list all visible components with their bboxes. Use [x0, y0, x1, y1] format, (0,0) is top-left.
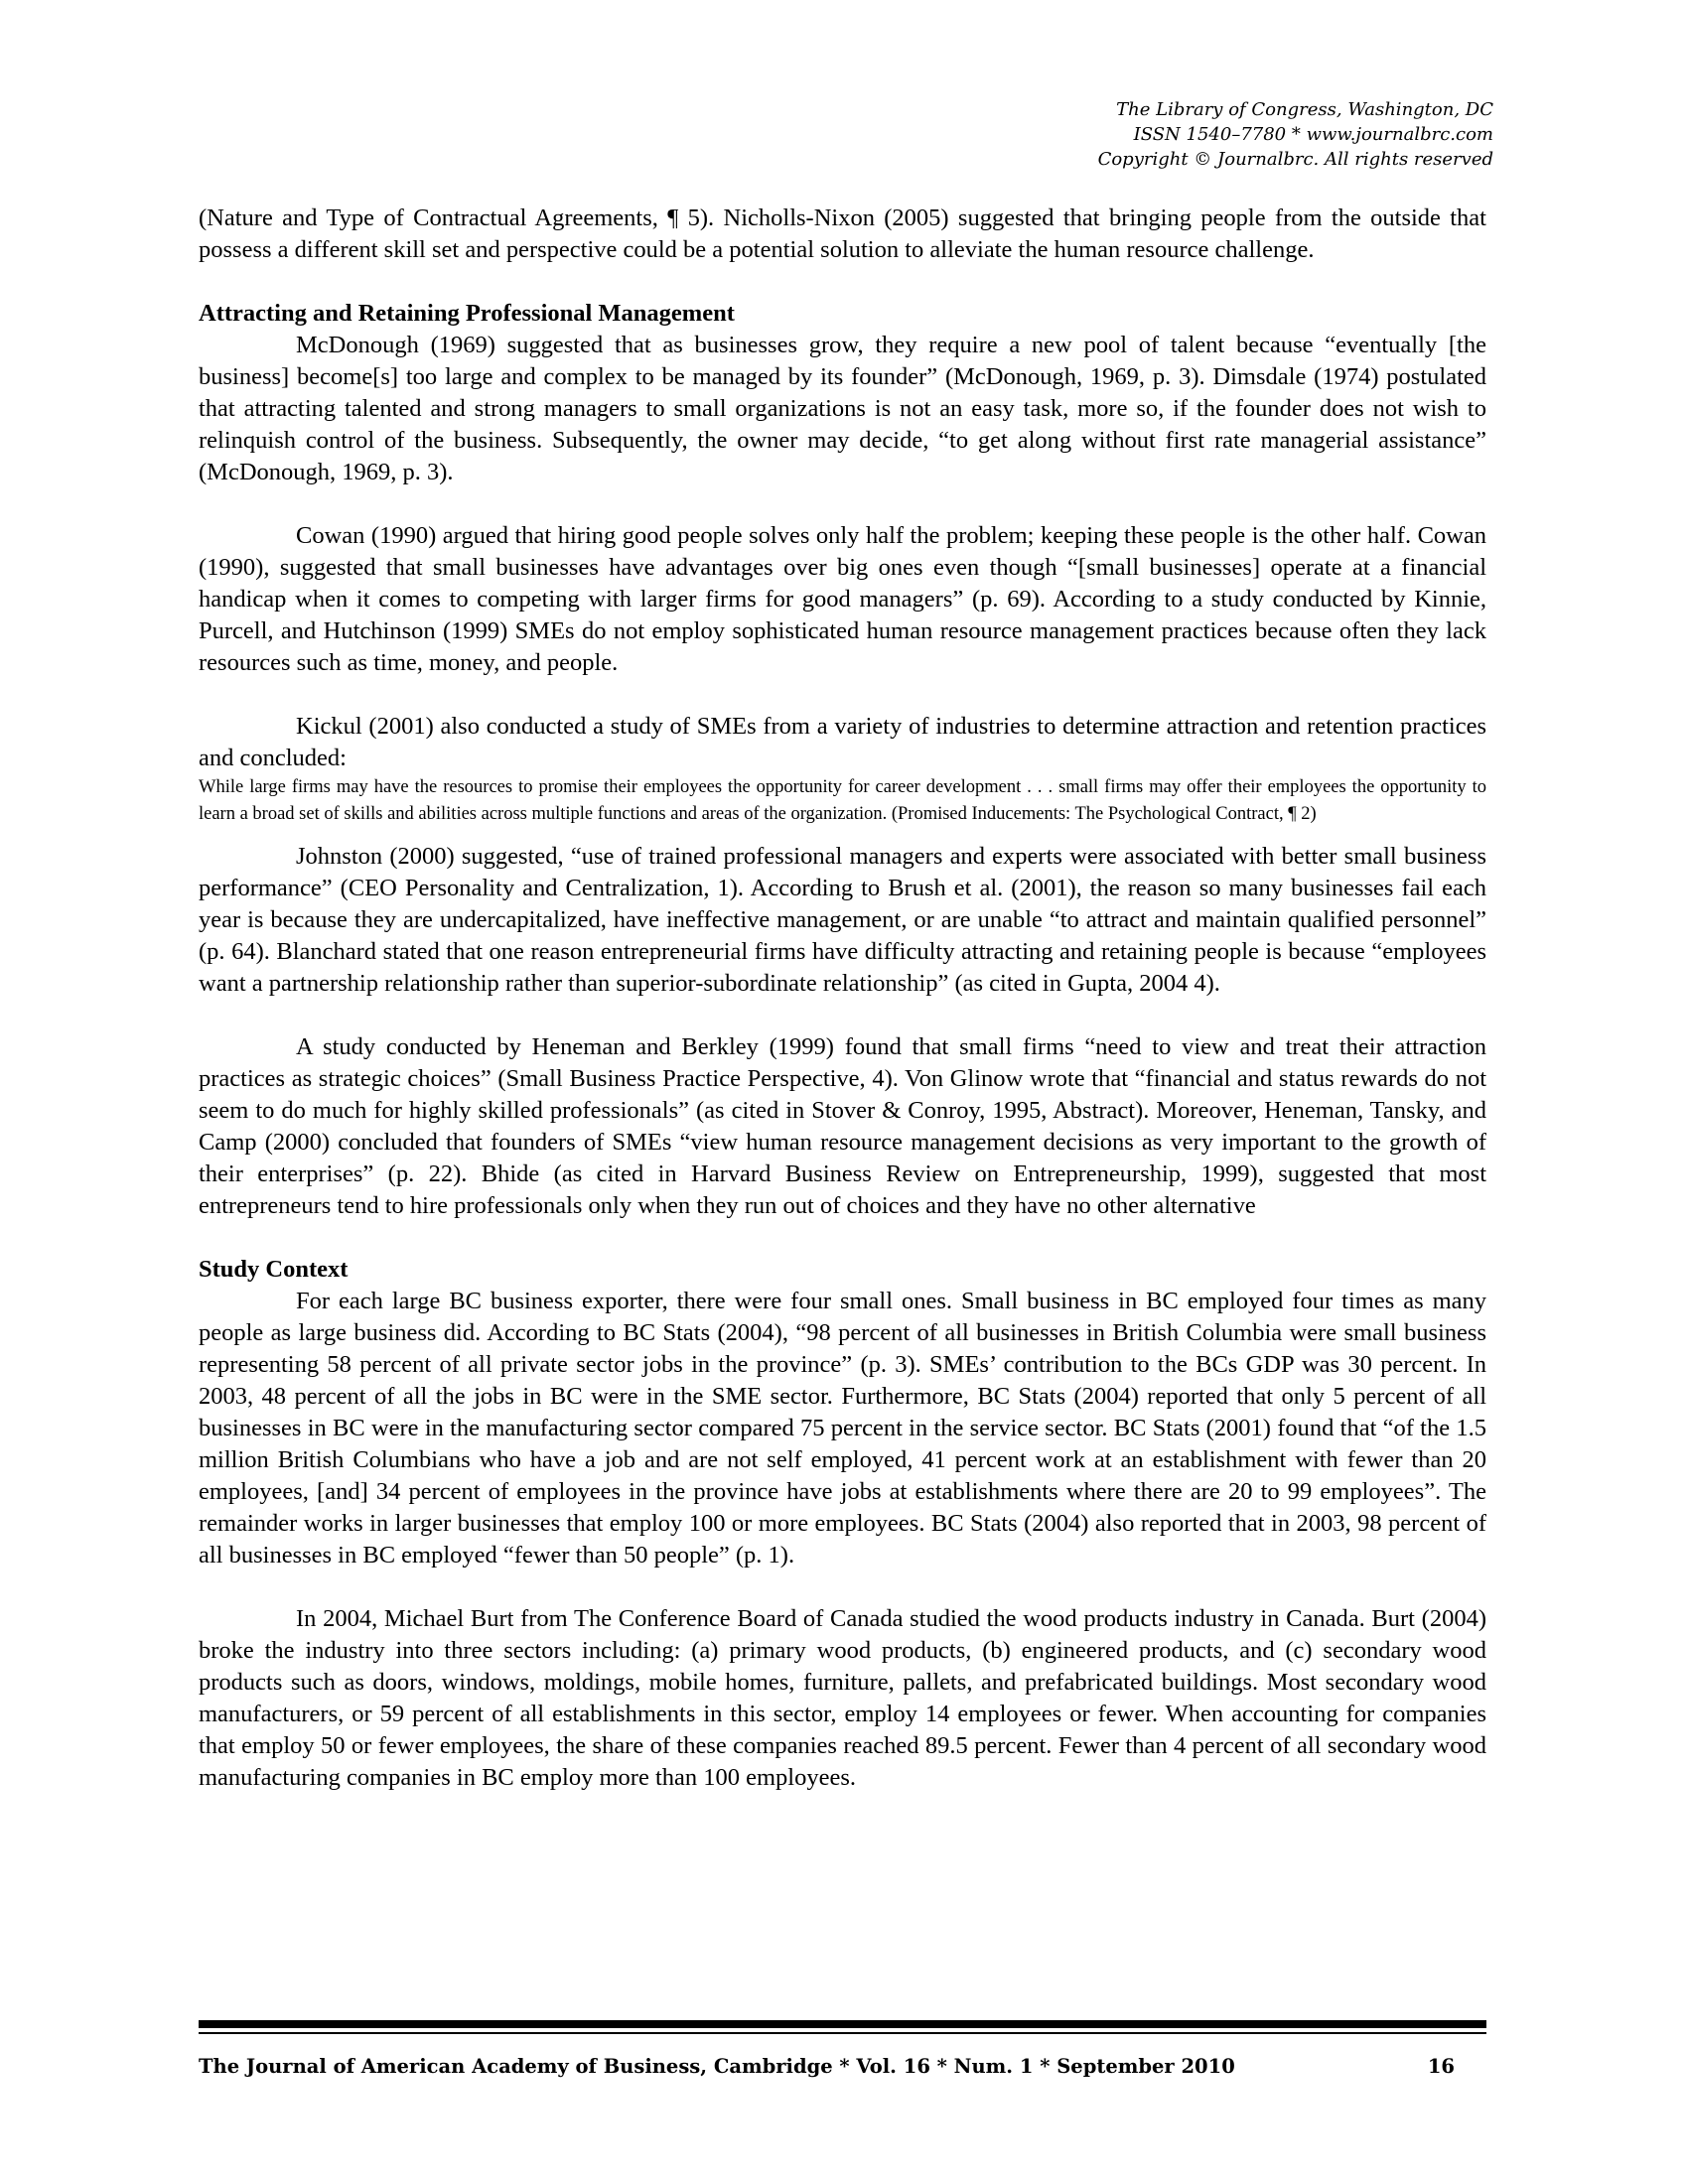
paragraph-bc-stats: For each large BC business exporter, there were four small ones. Small business in BC employed four times as many people as large business did. According to BC Stats (2004), “98 percent of all businesses in British Columbia were small business representing 58 percent of all private sector jobs in the province” (p. 3). SMEs’ contribution to the BCs GDP was 30 percent. In 2003, 48 percent of all the jobs in BC were in the SME sector. Furthermore, BC Stats (2004) reported that only 5 percent of all businesses in BC were in the manufacturing sector compared 75 percent in the service sector. BC Stats (2001) found that “of the 1.5 million British Columbians who have a job and are not self employed, 41 percent work at an establishment with fewer than 20 employees, [and] 34 percent of employees in the province have jobs at establishments where there are 20 to 99 employees”. The remainder works in larger businesses that employ 100 or more employees. BC Stats (2004) also reported that in 2003, 98 percent of all businesses in BC employed “fewer than 50 people” (p. 1). [199, 1288, 1486, 1569]
paragraph-mcdonough: McDonough (1969) suggested that as businesses grow, they require a new pool of talent because “eventually [the business] become[s] too large and complex to be managed by its founder” (McDonough, 1969, p. 3). Dimsdale (1974) postulated that attracting talented and strong managers to small organizations is not an easy task, more so, if the founder does not wish to relinquish control of the business. Subsequently, the owner may decide, “to get along without first rate managerial assistance” (McDonough, 1969, p. 3). [199, 332, 1486, 485]
paragraph-cowan: Cowan (1990) argued that hiring good people solves only half the problem; keeping these people is the other half. Cowan (1990), suggested that small businesses have advantages over big ones even though “[small businesses] operate at a financial handicap when it comes to competing with larger firms for good managers” (p. 69). According to a study conducted by Kinnie, Purcell, and Hutchinson (1999) SMEs do not employ sophisticated human resource management practices because often they lack resources such as time, money, and people. [199, 522, 1486, 676]
paragraph-heneman: A study conducted by Heneman and Berkley (1999) found that small firms “need to view and treat their attraction practices as strategic choices” (Small Business Practice Perspective, 4). Von Glinow wrote that “financial and status rewards do not seem to do much for highly skilled professionals” (as cited in Stover & Conroy, 1995, Abstract). Moreover, Heneman, Tansky, and Camp (2000) concluded that founders of SMEs “view human resource management decisions as very important to the growth of their enterprises” (p. 22). Bhide (as cited in Harvard Business Review on Entrepreneurship, 1999), suggested that most entrepreneurs tend to hire professionals only when they run out of choices and they have no other alternative [199, 1033, 1486, 1219]
page-number: 16 [1427, 2055, 1455, 2078]
header-library-line: The Library of Congress, Washington, DC [1116, 99, 1493, 120]
footer-rule-thick [199, 2020, 1486, 2028]
header-copyright-line: Copyright © Journalbrc. All rights reserved [1097, 149, 1493, 170]
paragraph-johnston: Johnston (2000) suggested, “use of trained professional managers and experts were associated with better small business performance” (CEO Personality and Centralization, 1). According to Brush et al. (2001), the reason so many businesses fail each year is because they are undercapitalized, have ineffective management, or are unable “to attract and maintain qualified personnel” (p. 64). Blanchard stated that one reason entrepreneurial firms have difficulty attracting and retaining people is because “employees want a partnership relationship rather than superior-subordinate relationship” (as cited in Gupta, 2004 4). [199, 843, 1486, 997]
section-heading-attracting-retaining: Attracting and Retaining Professional Management [199, 300, 735, 327]
article-body [199, 203, 1486, 1794]
paragraph-contractual-agreements: (Nature and Type of Contractual Agreements, ¶ 5). Nicholls-Nixon (2005) suggested that bringing people from the outside that possess a different skill set and perspective could be a potential solution to alleviate the human resource challenge. [199, 205, 1486, 263]
page-header [1098, 97, 1493, 172]
paragraph-burt: In 2004, Michael Burt from The Conference Board of Canada studied the wood products industry in Canada. Burt (2004) broke the industry into three sectors including: (a) primary wood products, (b) engineered products, and (c) secondary wood products such as doors, windows, moldings, mobile homes, furniture, pallets, and prefabricated buildings. Most secondary wood manufacturers, or 59 percent of all establishments in this sector, employ 14 employees or fewer. When accounting for companies that employ 50 or fewer employees, the share of these companies reached 89.5 percent. Fewer than 4 percent of all secondary wood manufacturing companies in BC employ more than 100 employees. [199, 1605, 1486, 1791]
header-issn-line: ISSN 1540–7780 * www.journalbrc.com [1133, 124, 1493, 145]
paragraph-kickul: Kickul (2001) also conducted a study of SMEs from a variety of industries to determine attraction and retention practices and concluded: [199, 713, 1486, 771]
footer-rule-thin [199, 2032, 1486, 2034]
block-quote-kickul: While large firms may have the resources to promise their employees the opportunity for career development . . . small firms may offer their employees the opportunity to learn a broad set of skills and abilities across multiple functions and areas of the organization. (Promised Inducements: The Psychological Contract, ¶ 2) [199, 777, 1486, 824]
page-footer [199, 2055, 1455, 2078]
section-heading-study-context: Study Context [199, 1256, 349, 1283]
footer-journal-citation: The Journal of American Academy of Business, Cambridge * Vol. 16 * Num. 1 * September 2010 [199, 2055, 1235, 2078]
